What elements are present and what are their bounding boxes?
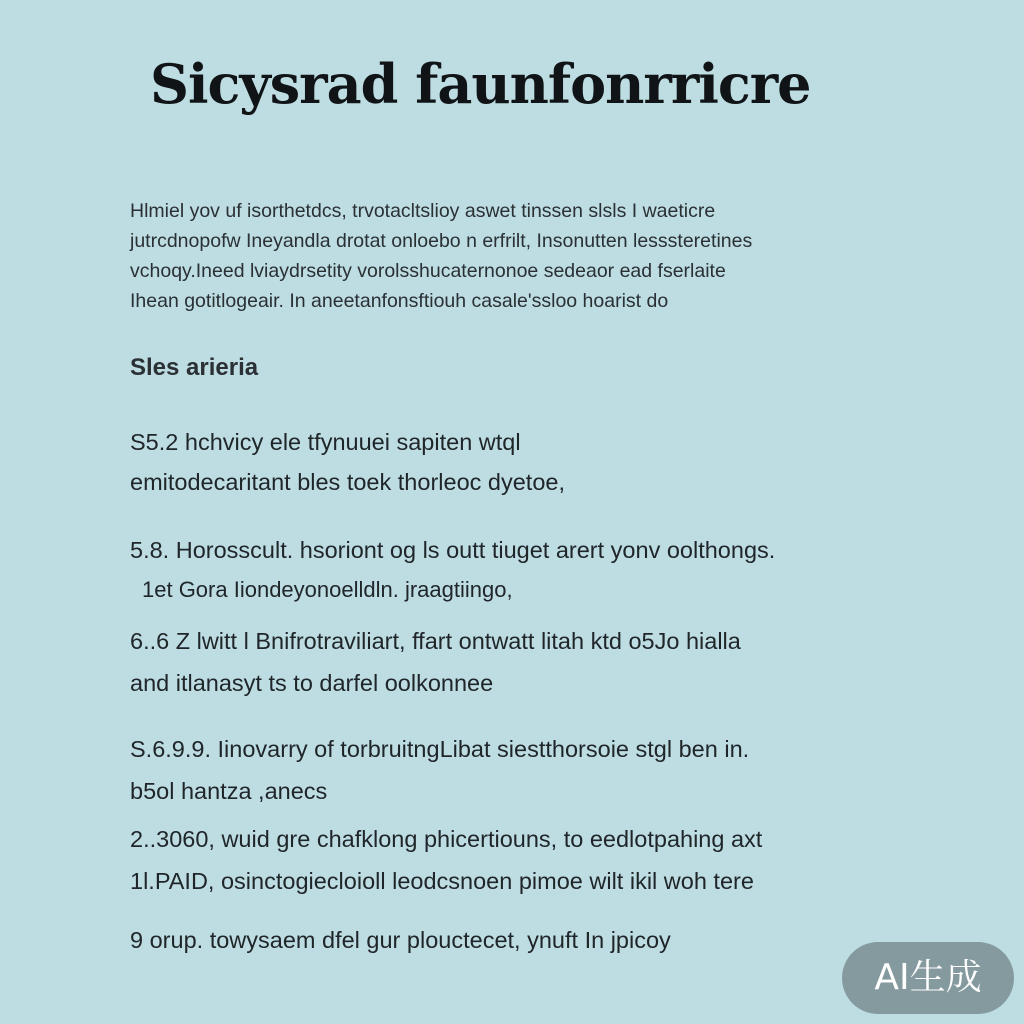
list-item-line: 1et Gora Iiondeyonoelldln. jraagtiingo, — [142, 577, 513, 602]
list-item-line: 6..6 Z lwitt l Bnifrotraviliart, ffart ontwatt litah ktd o5Jo hialla — [130, 628, 741, 654]
list-item-line: b5ol hantza ,anecs — [130, 778, 328, 804]
intro-line: jutrcdnopofw Ineyandla drotat onloebo n erfrilt, Insonutten lesssteretines — [130, 230, 753, 252]
list-item — [130, 530, 930, 610]
list-item — [130, 920, 930, 960]
list-item — [130, 818, 930, 902]
list-item — [130, 620, 930, 704]
list-item — [130, 422, 930, 502]
list-item-line: 1l.PAID, osinctogiecloioll leodcsnoen pimoe wilt ikil woh tere — [130, 868, 754, 894]
intro-line: Ihean gotitlogeair. In aneetanfonsftiouh casale'ssloo hoarist do — [130, 290, 669, 312]
document-title: Sicysrad faunfonrricre — [150, 52, 811, 116]
intro-paragraph — [130, 196, 910, 316]
list-item — [130, 728, 930, 812]
list-item-line: S5.2 hchvicy ele tfynuuei sapiten wtql — [130, 429, 521, 455]
list-item-line: 5.8. Horosscult. hsoriont og ls outt tiuget arert yonv oolthongs. — [130, 537, 776, 563]
intro-line: vchoqy.Ineed lviaydrsetity vorolsshucaternonoe sedeaor ead fserlaite — [130, 260, 726, 282]
section-heading: Sles arieria — [130, 354, 259, 381]
list-item-line: 2..3060, wuid gre chafklong phicertiouns, to eedlotpahing axt — [130, 826, 763, 852]
ai-generated-watermark: AI生成 — [842, 942, 1014, 1014]
list-item-line: emitodecaritant bles toek thorleoc dyetoe, — [130, 469, 566, 495]
list-item-line: 9 orup. towysaem dfel gur plouctecet, ynuft In jpicoy — [130, 927, 671, 953]
list-item-line: S.6.9.9. Iinovarry of torbruitngLibat siestthorsoie stgl ben in. — [130, 736, 750, 762]
list-item-line: and itlanasyt ts to darfel oolkonnee — [130, 670, 494, 696]
intro-line: Hlmiel yov uf isorthetdcs, trvotacltslioy aswet tinssen slsls I waeticre — [130, 200, 716, 222]
